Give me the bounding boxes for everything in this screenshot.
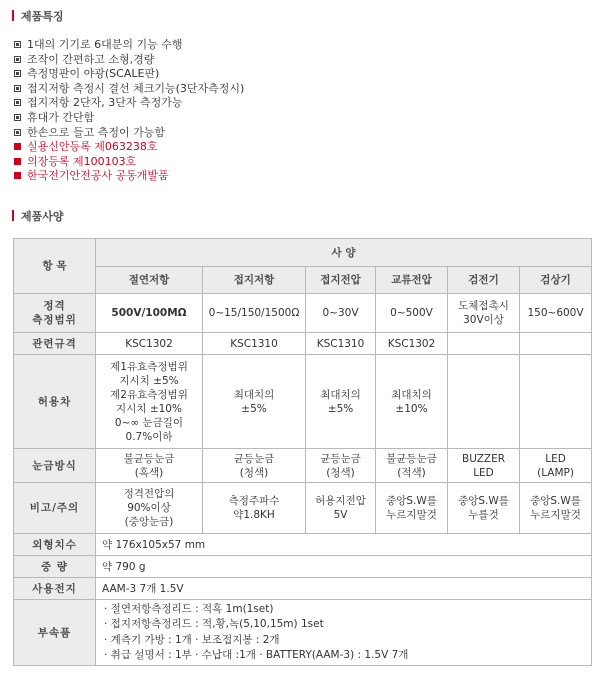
accessories-cell (96, 600, 592, 666)
table-cell: 0~30V (306, 294, 376, 333)
row-label: 눈금방식 (14, 449, 96, 483)
square-bullet-icon (14, 114, 21, 121)
square-bullet-icon (14, 56, 21, 63)
accessory-item: · 계측기 가방 : 1개 · 보조접지봉 : 2개 (104, 633, 280, 646)
table-cell: 균등눈금 (청색) (203, 449, 306, 483)
table-cell: 불균등눈금 (흑색) (96, 449, 203, 483)
table-cell (520, 333, 592, 355)
feature-item-highlight: 실용신안등록 제063238호 (14, 140, 244, 155)
table-row (14, 333, 592, 355)
column-header: 접지저항 (203, 267, 306, 294)
feature-item: 측정명판이 야광(SCALE판) (14, 67, 244, 82)
spec-header: 사 양 (96, 239, 592, 267)
table-cell: 중앙S.W를 누를것 (448, 483, 520, 534)
square-bullet-icon (14, 143, 21, 150)
table-cell: KSC1310 (203, 333, 306, 355)
square-bullet-icon (14, 70, 21, 77)
accessory-item: · 접지저항측정리드 : 적,황,녹(5,10,15m) 1set (104, 618, 324, 631)
table-row (14, 578, 592, 600)
table-cell: 최대치의 ±5% (203, 355, 306, 449)
column-header: 검전기 (448, 267, 520, 294)
table-row (14, 449, 592, 483)
table-cell (448, 333, 520, 355)
table-cell: 최대치의 ±10% (376, 355, 448, 449)
row-label: 중 량 (14, 556, 96, 578)
spec-title: 제품사양 (21, 210, 64, 223)
features-title: 제품특징 (21, 10, 64, 23)
row-label: 사용전지 (14, 578, 96, 600)
feature-item-highlight: 의장등록 제100103호 (14, 155, 244, 170)
table-cell: 중앙S.W를 누르지말것 (376, 483, 448, 534)
table-cell: 최대치의 ±5% (306, 355, 376, 449)
features-heading (12, 8, 64, 24)
table-row (14, 600, 592, 666)
table-cell: KSC1310 (306, 333, 376, 355)
column-header: 절연저항 (96, 267, 203, 294)
item-header: 항 목 (14, 239, 96, 294)
table-cell: 500V/100MΩ (96, 294, 203, 333)
table-cell: 약 176x105x57 mm (96, 534, 592, 556)
table-cell: 제1유효측정범위 지시치 ±5% 제2유효측정범위 지시치 ±10% 0~∞ 눈금길이 0.7%이하 (96, 355, 203, 449)
square-bullet-icon (14, 129, 21, 136)
square-bullet-icon (14, 158, 21, 165)
square-bullet-icon (14, 41, 21, 48)
row-label: 정격 측정범위 (14, 294, 96, 333)
row-label: 외형치수 (14, 534, 96, 556)
row-label: 관련규격 (14, 333, 96, 355)
column-header: 검상기 (520, 267, 592, 294)
table-cell: 균등눈금 (청색) (306, 449, 376, 483)
square-bullet-icon (14, 99, 21, 106)
table-cell: 0~15/150/1500Ω (203, 294, 306, 333)
table-row (14, 483, 592, 534)
square-bullet-icon (14, 172, 21, 179)
table-cell: 약 790 g (96, 556, 592, 578)
table-cell: 불균등눈금 (적색) (376, 449, 448, 483)
table-cell (448, 355, 520, 449)
table-cell: KSC1302 (376, 333, 448, 355)
accessory-item: · 취급 설명서 : 1부 · 수납대 :1개 · BATTERY(AAM-3) : 1.5V 7개 (104, 648, 409, 661)
row-label: 부속품 (14, 600, 96, 666)
accessory-item: · 절연저항측정리드 : 적흑 1m(1set) (104, 602, 274, 615)
feature-item-highlight: 한국전기안전공사 공동개발품 (14, 169, 244, 184)
table-row (14, 355, 592, 449)
table-cell: 측정주파수 약1.8KH (203, 483, 306, 534)
table-cell: 도체접촉시 30V이상 (448, 294, 520, 333)
table-cell (520, 355, 592, 449)
table-row (14, 534, 592, 556)
row-label: 허용차 (14, 355, 96, 449)
table-cell: 허용지전압 5V (306, 483, 376, 534)
table-cell: 정격전압의 90%이상 (중앙눈금) (96, 483, 203, 534)
table-cell: 150~600V (520, 294, 592, 333)
table-row (14, 556, 592, 578)
feature-item: 조작이 간편하고 소형,경량 (14, 53, 244, 68)
table-row (14, 294, 592, 333)
column-header: 접지전압 (306, 267, 376, 294)
spec-table (13, 238, 592, 666)
row-label: 비고/주의 (14, 483, 96, 534)
table-cell: AAM-3 7개 1.5V (96, 578, 592, 600)
features-list (14, 38, 244, 184)
table-cell: 중앙S.W를 누르지말것 (520, 483, 592, 534)
feature-item: 한손으로 들고 측정이 가능함 (14, 126, 244, 141)
feature-item: 접지저항 2단자, 3단자 측정가능 (14, 96, 244, 111)
feature-item: 휴대가 간단함 (14, 111, 244, 126)
table-cell: KSC1302 (96, 333, 203, 355)
column-header: 교류전압 (376, 267, 448, 294)
feature-item: 1대의 기기로 6대분의 기능 수행 (14, 38, 244, 53)
table-cell: 0~500V (376, 294, 448, 333)
feature-item: 접지저항 측정시 결선 체크기능(3단자측정시) (14, 82, 244, 97)
square-bullet-icon (14, 85, 21, 92)
table-cell: LED (LAMP) (520, 449, 592, 483)
table-cell: BUZZER LED (448, 449, 520, 483)
spec-heading (12, 208, 64, 224)
